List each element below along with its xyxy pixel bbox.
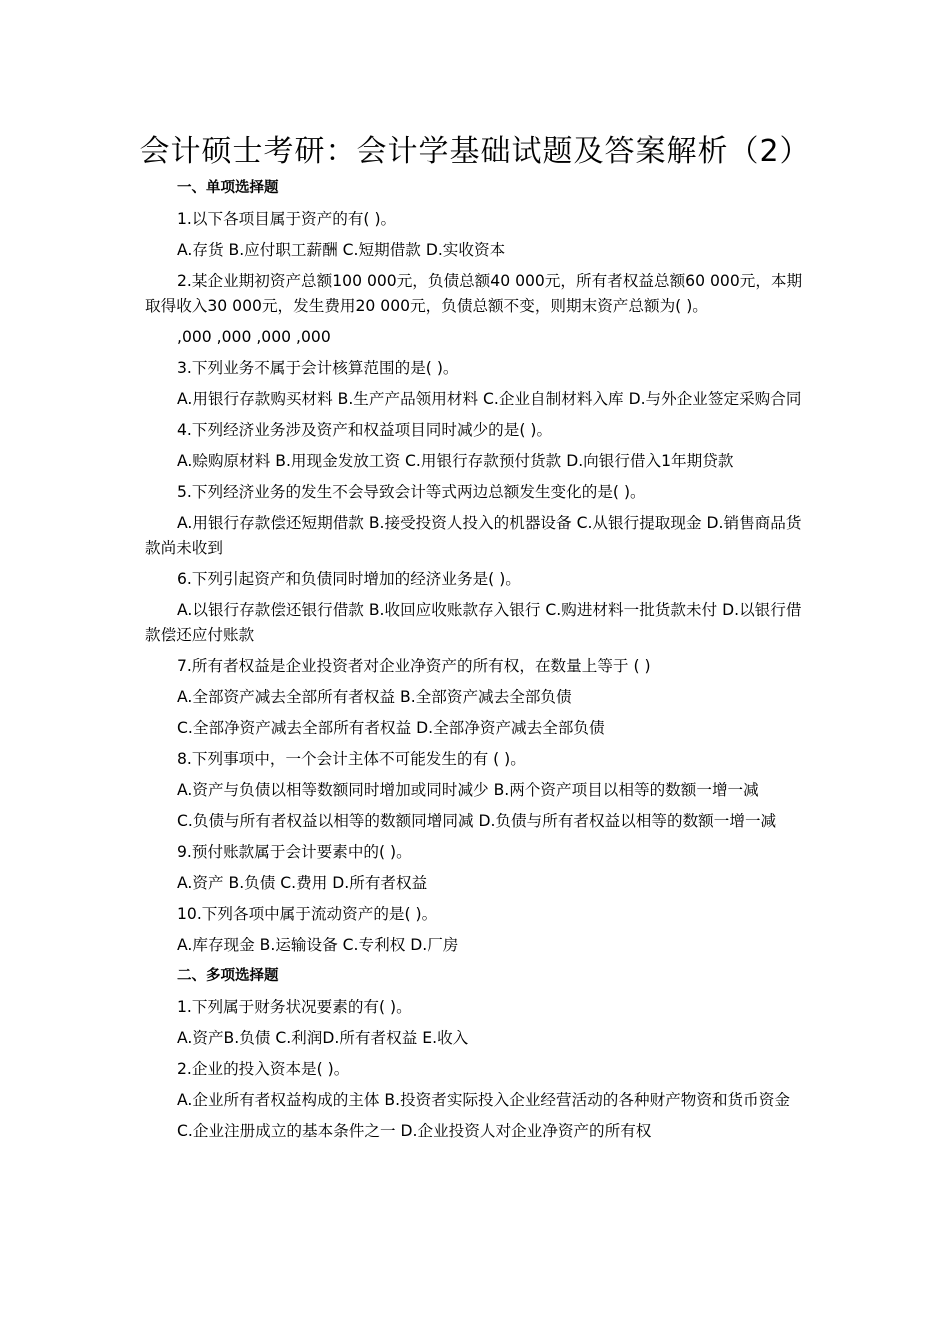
paragraph: 6.下列引起资产和负债同时增加的经济业务是( )。	[177, 570, 521, 588]
paragraph: A.全部资产减去全部所有者权益 B.全部资产减去全部负债	[177, 688, 572, 706]
paragraph: A.用银行存款购买材料 B.生产产品领用材料 C.企业自制材料入库 D.与外企业签定采购合同	[177, 390, 802, 408]
section-heading: 二、多项选择题	[177, 968, 279, 984]
paragraph: 3.下列业务不属于会计核算范围的是( )。	[177, 359, 459, 377]
paragraph: A.库存现金 B.运输设备 C.专利权 D.厂房	[177, 936, 459, 954]
paragraph: A.存货 B.应付职工薪酬 C.短期借款 D.实收资本	[177, 241, 506, 259]
section-heading: 一、单项选择题	[177, 180, 279, 196]
document-title: 会计硕士考研：会计学基础试题及答案解析（2）	[139, 134, 811, 169]
paragraph: A.资产 B.负债 C.费用 D.所有者权益	[177, 874, 428, 892]
paragraph: A.企业所有者权益构成的主体 B.投资者实际投入企业经营活动的各种财产物资和货币资金	[177, 1091, 790, 1109]
paragraph: ,000 ,000 ,000 ,000	[177, 328, 331, 346]
paragraph: 7.所有者权益是企业投资者对企业净资产的所有权，在数量上等于 ( )	[177, 657, 651, 675]
paragraph: 8.下列事项中，一个会计主体不可能发生的有 ( )。	[177, 750, 526, 768]
paragraph: A.以银行存款偿还银行借款 B.收回应收账款存入银行 C.购进材料一批货款未付 D.以银行借款偿还应付账款	[145, 601, 802, 644]
paragraph: 10.下列各项中属于流动资产的是( )。	[177, 905, 438, 923]
document-body	[145, 176, 810, 1150]
paragraph: 2.企业的投入资本是( )。	[177, 1060, 350, 1078]
paragraph: 2.某企业期初资产总额100 000元，负债总额40 000元，所有者权益总额60 000元，本期取得收入30 000元，发生费用20 000元，负债总额不变，则期末资产总额为( )。	[145, 272, 803, 315]
paragraph: C.负债与所有者权益以相等的数额同增同减 D.负债与所有者权益以相等的数额一增一减	[177, 812, 777, 830]
paragraph: A.用银行存款偿还短期借款 B.接受投资人投入的机器设备 C.从银行提取现金 D.销售商品货款尚未收到	[145, 514, 802, 557]
paragraph: C.企业注册成立的基本条件之一 D.企业投资人对企业净资产的所有权	[177, 1122, 652, 1140]
paragraph: A.资产B.负债 C.利润D.所有者权益 E.收入	[177, 1029, 469, 1047]
paragraph: 1.以下各项目属于资产的有( )。	[177, 210, 397, 228]
paragraph: 4.下列经济业务涉及资产和权益项目同时减少的是( )。	[177, 421, 553, 439]
paragraph: 1.下列属于财务状况要素的有( )。	[177, 998, 412, 1016]
paragraph: 9.预付账款属于会计要素中的( )。	[177, 843, 412, 861]
paragraph: A.赊购原材料 B.用现金发放工资 C.用银行存款预付货款 D.向银行借入1年期贷款	[177, 452, 734, 470]
paragraph: C.全部净资产减去全部所有者权益 D.全部净资产减去全部负债	[177, 719, 605, 737]
paragraph: A.资产与负债以相等数额同时增加或同时减少 B.两个资产项目以相等的数额一增一减	[177, 781, 759, 799]
paragraph: 5.下列经济业务的发生不会导致会计等式两边总额发生变化的是( )。	[177, 483, 646, 501]
